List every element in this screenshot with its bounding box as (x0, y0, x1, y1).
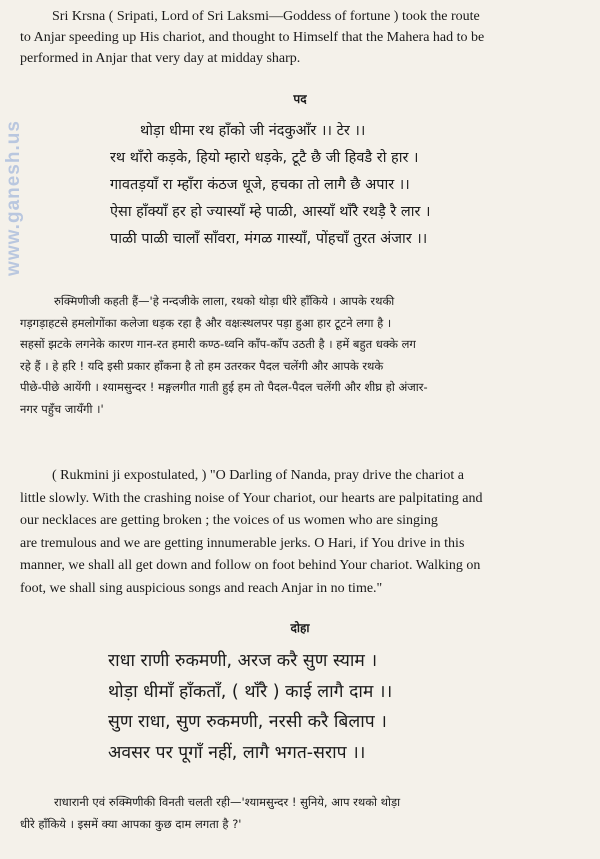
doha-line: अवसर पर पूगाँ नहीं, लागै भगत-सराप ।। (108, 742, 366, 763)
doha-line: सुण राधा, सुण रुकमणी, नरसी करै बिलाप । (108, 712, 387, 732)
verse-line: ऐसा हाँक्याँ हर हो ज्यास्याँ म्हे पाळी, आस्याँ थाँरै रथड़ै रै लार । (110, 204, 431, 220)
hindi-prose-line: सहसों झटके लगनेके कारण गान-रत हमारी कण्ठ-ध्वनि काँप-काँप उठती है । हमें बहुत धक्के लग (20, 337, 416, 351)
hindi-prose-line: गड़गड़ाहटसे हमलोगोंका कलेजा धड़क रहा है और वक्षःस्थलपर पड़ा हुआ हार टूटने लगा है । (20, 315, 392, 330)
doha-line: थोड़ा धीमाँ हाँकताँ, ( थाँरै ) काई लागै दाम ।। (108, 681, 393, 702)
intro-paragraph (20, 6, 588, 69)
pad-heading: पद (293, 92, 307, 106)
english-prose-line: little slowly. With the crashing noise of Your chariot, our hearts are palpitating and (20, 490, 483, 506)
hindi-prose-line: नगर पहुँच जायँगी ।' (20, 401, 104, 416)
hindi-prose-line: राधारानी एवं रुक्मिणीकी विनती चलती रही—'श्यामसुन्दर ! सुनिये, आप रथको थोड़ा (54, 795, 401, 809)
watermark-text: www.ganesh.us (3, 120, 25, 276)
doha-line: राधा राणी रुकमणी, अरज करै सुण स्याम । (108, 651, 378, 671)
hindi-prose-closing (20, 792, 588, 835)
pad-verse (110, 118, 580, 253)
hindi-prose-line: रुक्मिणीजी कहती हैं—'हे नन्दजीके लाला, रथको थोड़ा धीरे हाँकिये । आपके रथकी (54, 294, 395, 308)
verse-line: रथ थाँरो कड़के, हियो म्हारो धड़के, टूटै छै जी हिवडै रो हार । (110, 150, 419, 166)
intro-line: Sri Krsna ( Sripati, Lord of Sri Laksmi—Goddess of fortune ) took the route (52, 9, 480, 24)
verse-line: गावतड़याँ रा म्हाँरा कंठज धूजे, हचका तो लागै छै अपार ।। (110, 177, 410, 193)
watermark (2, 88, 26, 308)
hindi-prose-line: पीछे-पीछे आयेंगी । श्यामसुन्दर ! मङ्गलगीत गाती हुई हम तो पैदल-पैदल चलेंगी और शीघ्र हो अंजार- (20, 380, 428, 394)
english-prose-line: our necklaces are getting broken ; the voices of us women who are singing (20, 513, 438, 528)
doha-verse (108, 646, 588, 768)
doha-heading: दोहा (290, 621, 310, 635)
english-prose-paragraph (20, 465, 588, 600)
english-prose-line: are tremulous and we are getting innumerable jerks. O Hari, if You drive in this (20, 535, 465, 551)
hindi-prose-line: रहे हैं । हे हरि ! यदि इसी प्रकार हाँकना है तो हम उतरकर पैदल चलेंगी और आपके रथके (20, 358, 384, 373)
english-prose-line: foot, we shall sing auspicious songs and reach Anjar in no time." (20, 580, 383, 596)
english-prose-line: manner, we shall all get down and follow on foot behind Your chariot. Walking on (20, 558, 481, 573)
english-prose-line: ( Rukmini ji expostulated, ) "O Darling of Nanda, pray drive the chariot a (52, 468, 464, 483)
intro-line: to Anjar speeding up His chariot, and thought to Himself that the Mahera had to be (20, 30, 485, 45)
hindi-prose-paragraph (20, 291, 588, 420)
hindi-prose-line: धीरे हाँकिये । इसमें क्या आपका कुछ दाम लगता है ?' (20, 816, 242, 831)
verse-line: पाळी पाळी चालाँ साँवरा, मंगळ गास्याँ, पोंहचाँ तुरत अंजार ।। (110, 231, 428, 247)
intro-line: performed in Anjar that very day at midday sharp. (20, 51, 301, 66)
verse-line: थोड़ा धीमा रथ हाँको जी नंदकुआँर ।। टेर ।। (140, 123, 366, 139)
